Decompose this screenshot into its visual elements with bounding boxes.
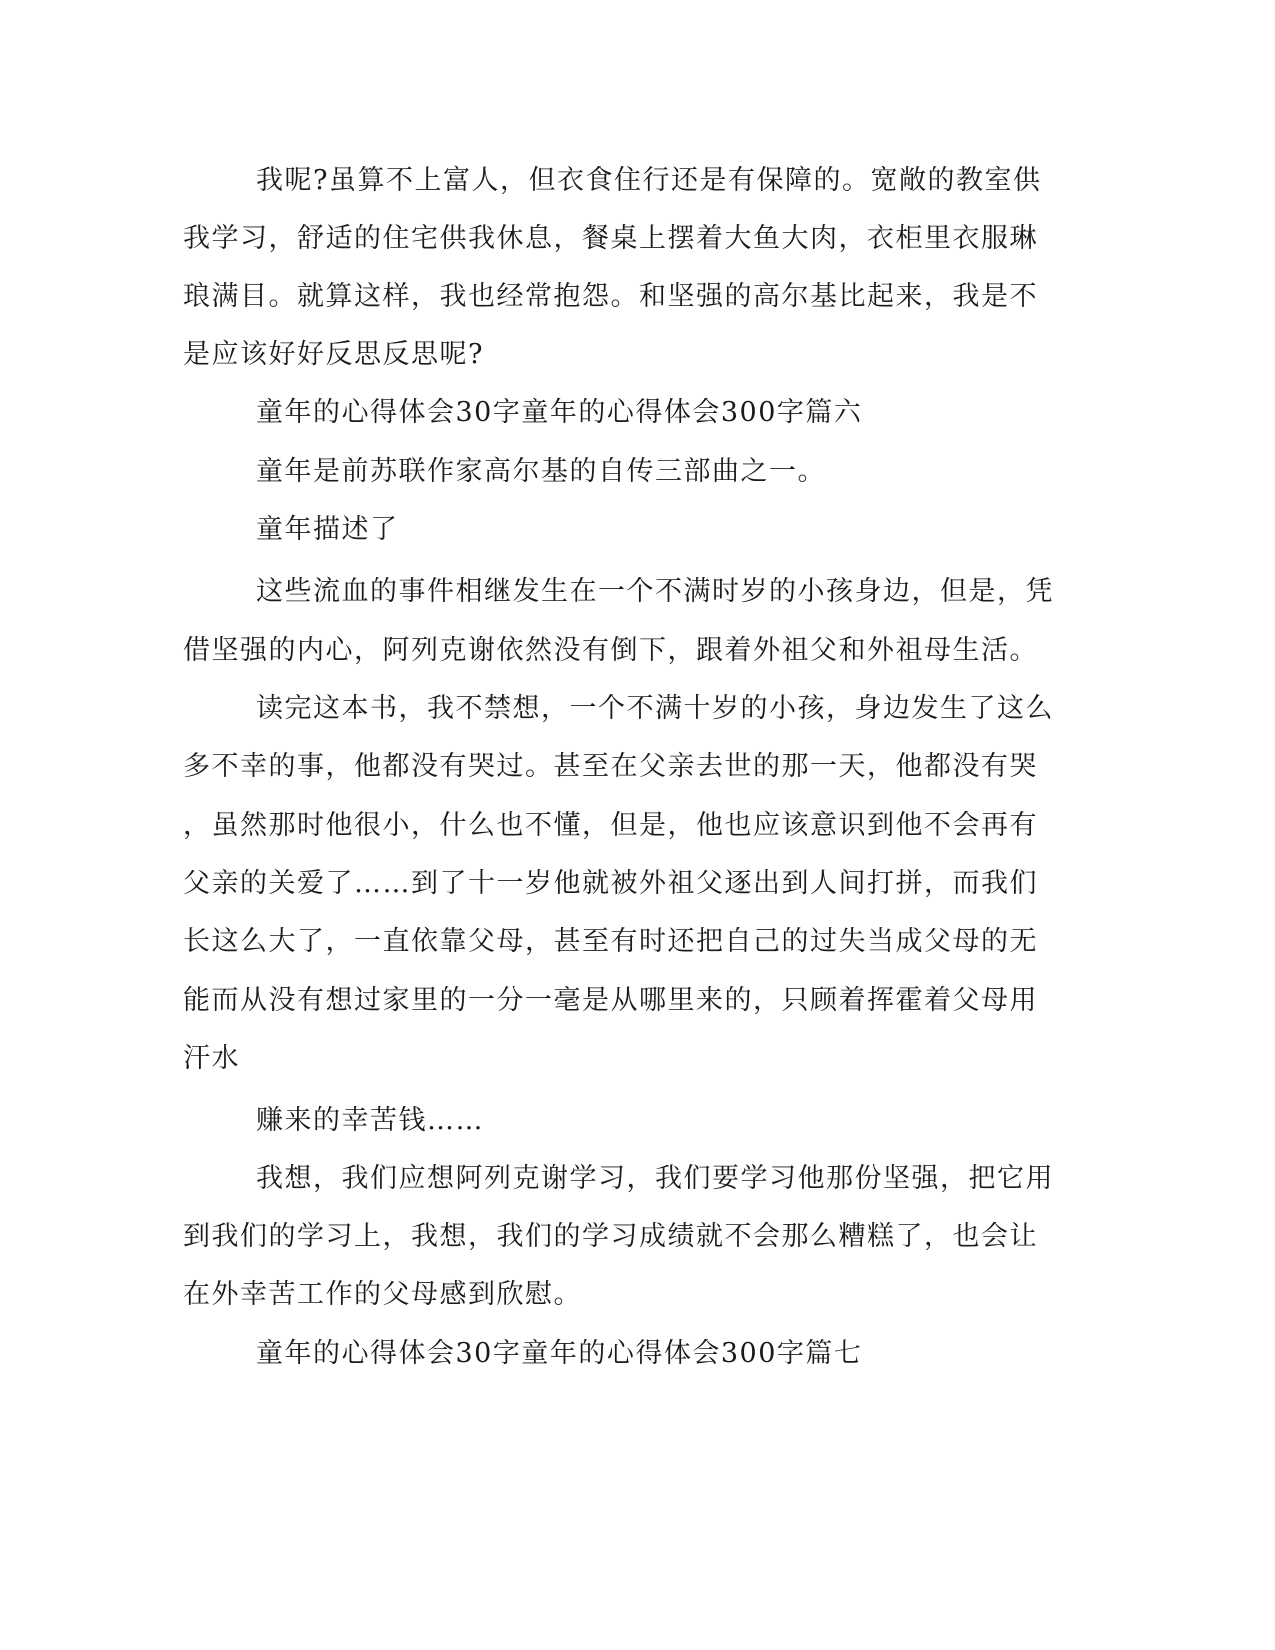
text-line: 我呢?虽算不上富人，但衣食住行还是有保障的。宽敞的教室供	[256, 165, 1042, 196]
text-line: 汗水	[183, 1043, 240, 1074]
section-heading: 童年的心得体会30字童年的心得体会300字篇六	[256, 397, 863, 428]
text-line: 这些流血的事件相继发生在一个不满时岁的小孩身边，但是，凭	[256, 576, 1054, 607]
text-line: 童年是前苏联作家高尔基的自传三部曲之一。	[256, 456, 826, 487]
text-line: ，虽然那时他很小，什么也不懂，但是，他也应该意识到他不会再有	[183, 810, 1038, 841]
text-line: 是应该好好反思反思呢?	[183, 339, 484, 370]
section-heading: 童年的心得体会30字童年的心得体会300字篇七	[256, 1338, 863, 1369]
text-line: 我学习，舒适的住宅供我休息，餐桌上摆着大鱼大肉，衣柜里衣服琳	[183, 223, 1038, 254]
text-line: 赚来的幸苦钱……	[256, 1105, 484, 1136]
text-line: 父亲的关爱了……到了十一岁他就被外祖父逐出到人间打拼，而我们	[183, 868, 1038, 899]
text-line: 长这么大了，一直依靠父母，甚至有时还把自己的过失当成父母的无	[183, 926, 1038, 957]
text-line: 读完这本书，我不禁想，一个不满十岁的小孩，身边发生了这么	[256, 693, 1054, 724]
text-line: 借坚强的内心，阿列克谢依然没有倒下，跟着外祖父和外祖母生活。	[183, 635, 1038, 666]
text-line: 到我们的学习上，我想，我们的学习成绩就不会那么糟糕了，也会让	[183, 1221, 1038, 1252]
text-line: 琅满目。就算这样，我也经常抱怨。和坚强的高尔基比起来，我是不	[183, 281, 1038, 312]
text-line: 能而从没有想过家里的一分一毫是从哪里来的，只顾着挥霍着父母用	[183, 985, 1038, 1016]
text-line: 童年描述了	[256, 514, 399, 545]
text-line: 在外幸苦工作的父母感到欣慰。	[183, 1279, 582, 1310]
text-line: 我想，我们应想阿列克谢学习，我们要学习他那份坚强，把它用	[256, 1163, 1054, 1194]
text-line: 多不幸的事，他都没有哭过。甚至在父亲去世的那一天，他都没有哭	[183, 751, 1038, 782]
